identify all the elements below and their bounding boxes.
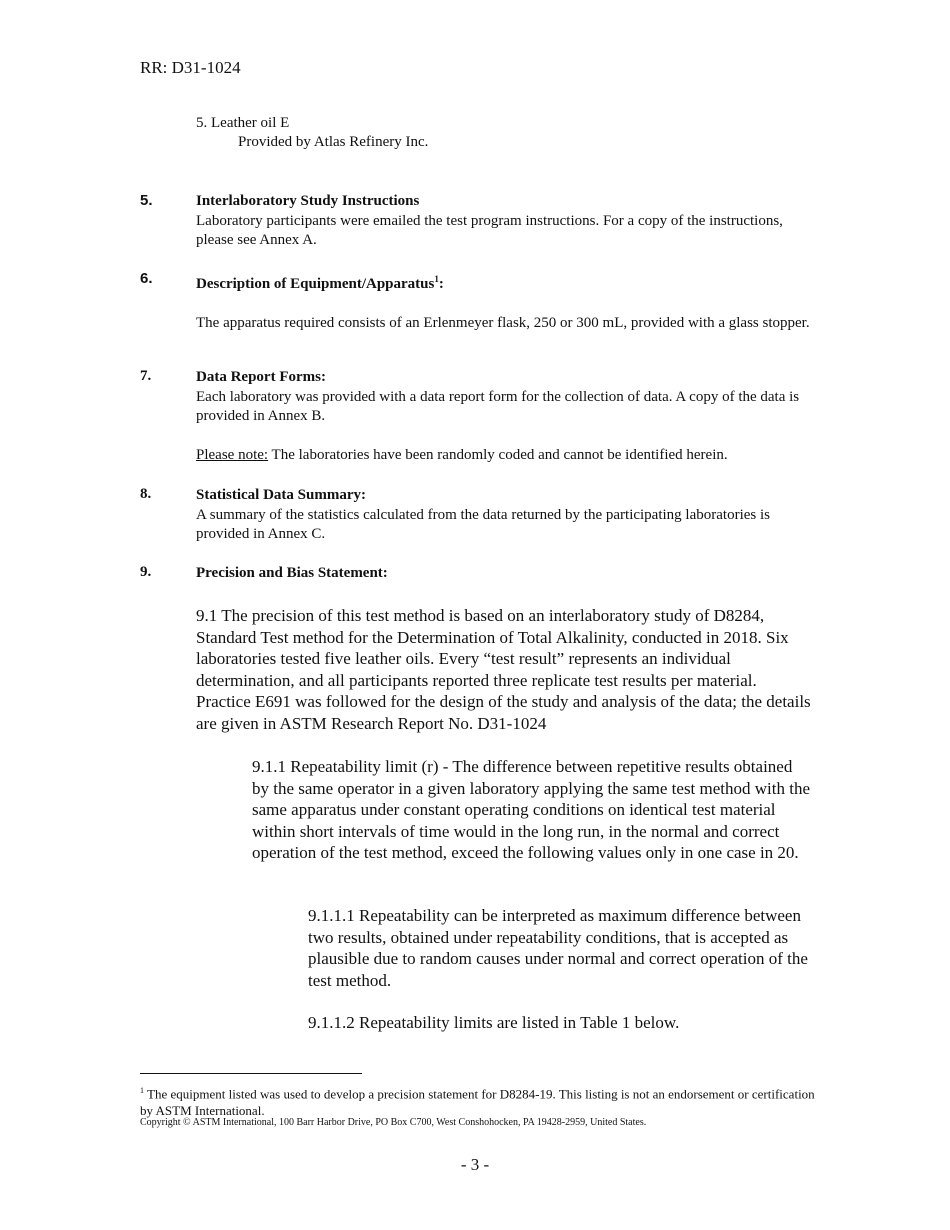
note-text: The laboratories have been randomly coded and cannot be identified herein. xyxy=(268,446,728,463)
page-number: - 3 - xyxy=(460,1155,490,1174)
section-7-number: 7. xyxy=(140,368,152,384)
section-5 xyxy=(196,192,816,251)
section-8 xyxy=(196,486,816,545)
section-6-number: 6. xyxy=(140,270,153,287)
report-id-header: RR: D31-1024 xyxy=(140,58,241,77)
section-8-title: Statistical Data Summary: xyxy=(196,487,366,503)
footnote xyxy=(140,1082,820,1119)
section-6-body: The apparatus required consists of an Erlenmeyer flask, 250 or 300 mL, provided with a glass stopper. xyxy=(196,314,810,331)
copyright-line: Copyright © ASTM International, 100 Barr Harbor Drive, PO Box C700, West Conshohocken, PA 19428-2959, United States. xyxy=(140,1117,647,1128)
paragraph-9-1-1-1: 9.1.1.1 Repeatability can be interpreted as maximum difference between two results, obtained under repeatability conditions, that is accepted as plausible due to random causes under normal and correct operation of the test method. xyxy=(308,906,808,990)
section-7-title: Data Report Forms: xyxy=(196,369,326,385)
footnote-ref-1: 1 xyxy=(434,274,439,284)
section-9-number: 9. xyxy=(140,564,152,580)
section-5-number: 5. xyxy=(140,192,153,209)
section-7-note xyxy=(196,446,816,466)
note-label: Please note: xyxy=(196,446,269,463)
section-5-title: Interlaboratory Study Instructions xyxy=(196,193,420,209)
paragraph-9-1-1-2: 9.1.1.2 Repeatability limits are listed in Table 1 below. xyxy=(308,1013,680,1032)
material-provider: Provided by Atlas Refinery Inc. xyxy=(238,134,429,150)
section-9-title: Precision and Bias Statement: xyxy=(196,565,388,581)
section-6-title-text: Description of Equipment/Apparatus xyxy=(196,276,435,292)
footnote-marker: 1 xyxy=(140,1086,144,1095)
section-7 xyxy=(196,368,816,465)
section-6-title-colon: : xyxy=(438,276,444,292)
footnote-separator xyxy=(140,1073,362,1074)
paragraph-9-1-1: 9.1.1 Repeatability limit (r) - The difference between repetitive results obtained by the same operator in a given laboratory applying the same test method with the same apparatus under constant operating conditions on identical test material within short intervals of time would in the long run, in the normal and correct operation of the test method, exceed the following values only in one case in 20. xyxy=(252,757,811,862)
section-5-body: Laboratory participants were emailed the test program instructions. For a copy of the instructions, please see Annex A. xyxy=(196,212,783,248)
material-list-item xyxy=(196,114,428,152)
paragraph-9-1: 9.1 The precision of this test method is based on an interlaboratory study of D8284, Standard Test method for the Determination of Total Alkalinity, conducted in 2018. Six laboratories tested five leather oils. Every “test result” represents an individual determination, and all participants reported three replicate test results per material. Practice E691 was followed for the design of the study and analysis of the data; the details are given in ASTM Research Report No. D31-1024 xyxy=(196,606,811,733)
footnote-text: The equipment listed was used to develop a precision statement for D8284-19. This listing is not an endorsement or certification by ASTM International. xyxy=(140,1086,815,1119)
material-label: 5. Leather oil E xyxy=(196,115,290,131)
section-6-title xyxy=(196,270,816,295)
section-8-number: 8. xyxy=(140,486,152,502)
section-6 xyxy=(196,270,816,333)
section-8-body: A summary of the statistics calculated from the data returned by the participating laboratories is provided in Annex C. xyxy=(196,506,770,542)
section-7-body: Each laboratory was provided with a data report form for the collection of data. A copy of the data is provided in Annex B. xyxy=(196,388,800,424)
section-9-heading xyxy=(196,564,816,584)
